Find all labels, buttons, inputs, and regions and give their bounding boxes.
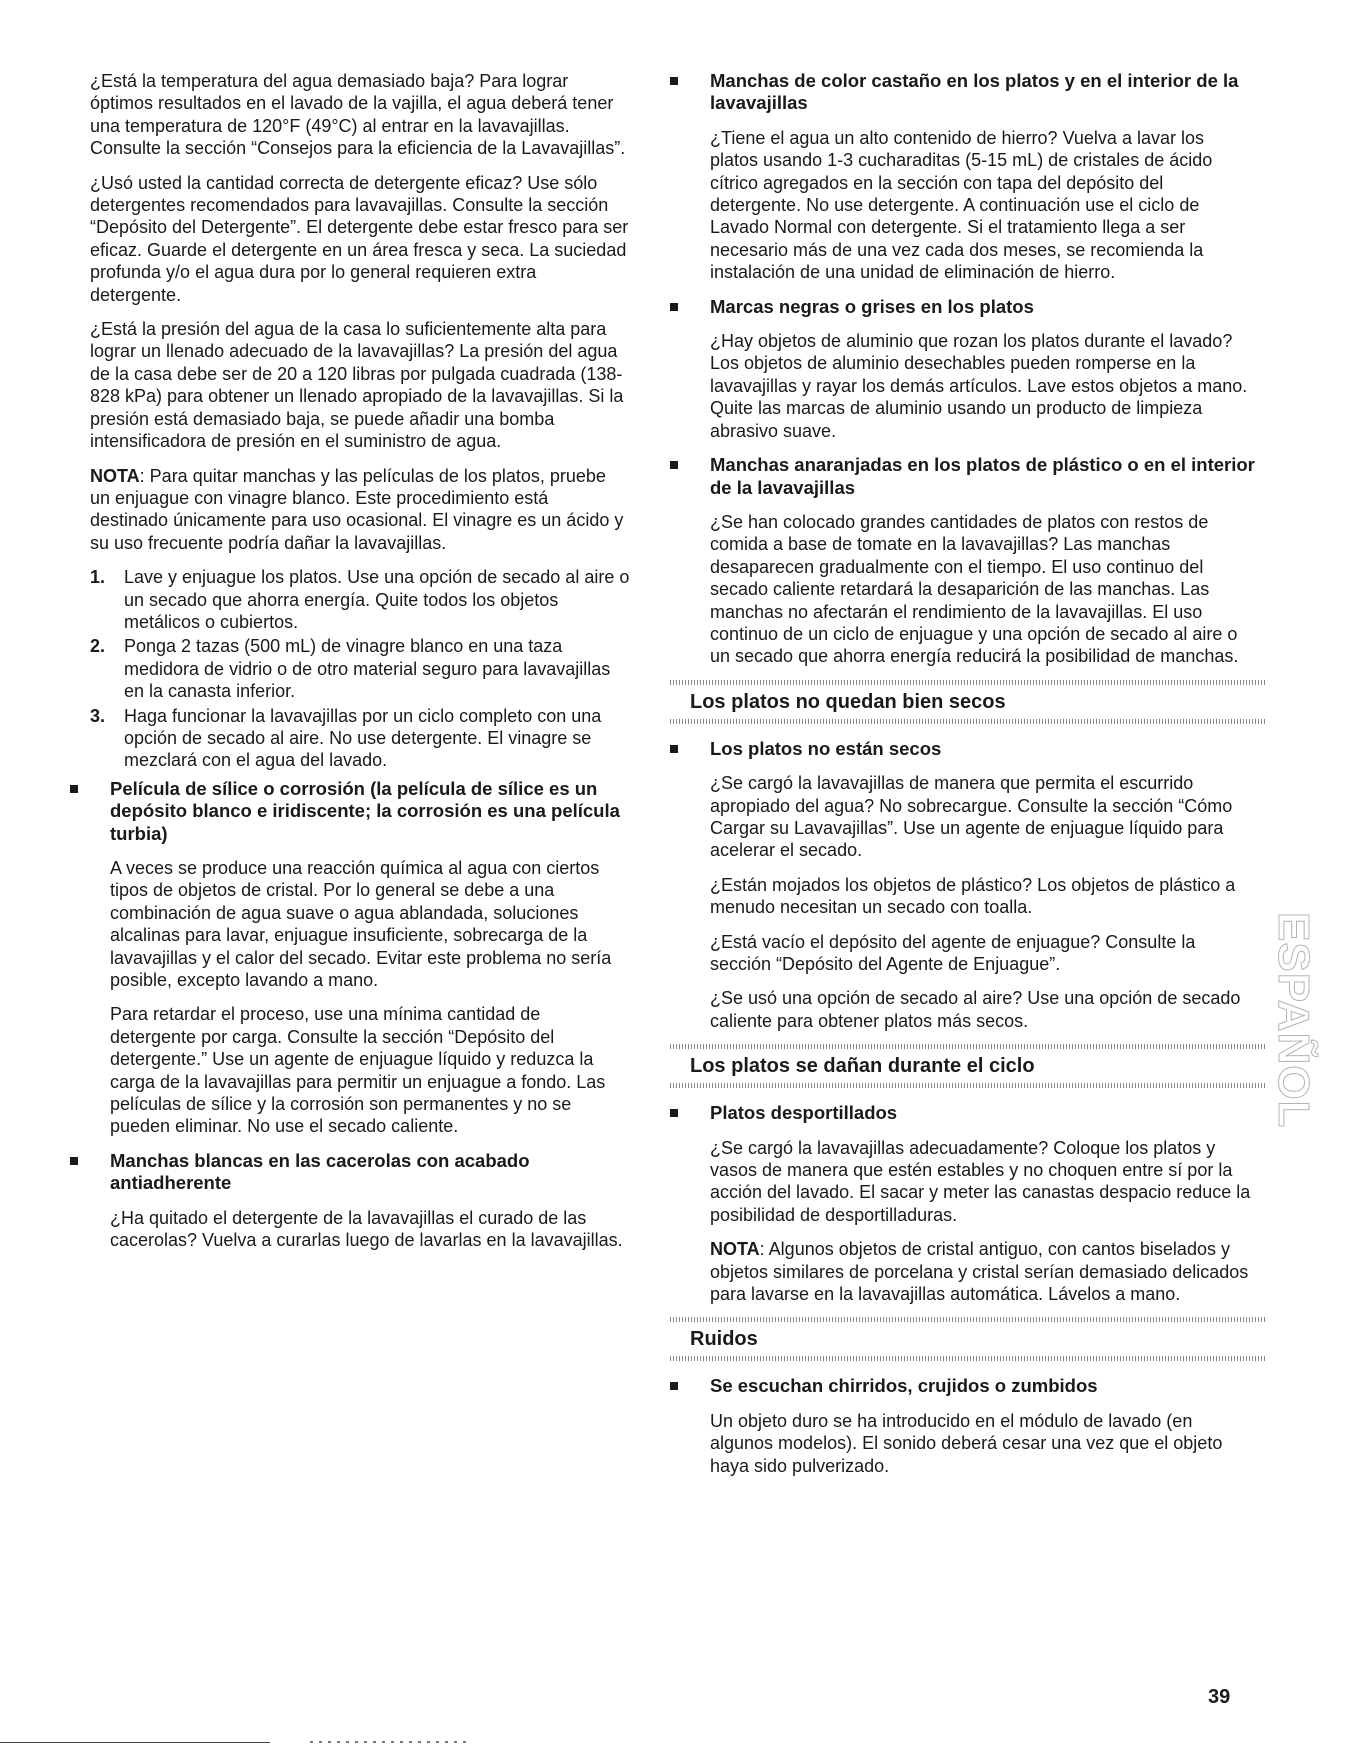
bullet-heading-brown-stains — [690, 70, 1255, 115]
step-text: Haga funcionar la lavavajillas por un ciclo completo con una opción de secado al aire. No use detergente. El vinagre se mezclará con el agua del lavado. — [124, 705, 602, 771]
bullet-heading-white-spots-pans — [90, 1150, 630, 1195]
bullet-heading-silica-film — [90, 778, 630, 845]
bullet-heading-noises — [690, 1375, 1255, 1397]
step-number: 2. — [90, 636, 106, 657]
bullet-heading-text: Se escuchan chirridos, crujidos o zumbidos — [710, 1375, 1098, 1397]
bullet-heading-text: Manchas blancas en las cacerolas con acabado antiadherente — [110, 1149, 530, 1194]
square-bullet-icon — [70, 785, 78, 793]
section-header-not-dry — [690, 680, 1255, 724]
step-item — [90, 566, 630, 633]
vinegar-steps-list — [90, 566, 630, 772]
section-header-noise — [690, 1317, 1255, 1361]
paragraph-water-pressure: ¿Está la presión del agua de la casa lo suficientemente alta para lograr un llenado adecuado de la lavavajillas? La presión del agua de la casa debe ser de 20 a 120 libras por pulgada cuadrada (138-828 kPa) para obtener un llenado apropiado de la lavavajillas. Si la presión está demasiado baja, se puede añadir una bomba intensificadora de presión en el suministro de agua. — [90, 319, 624, 452]
paragraph-tomato-residue: ¿Se han colocado grandes cantidades de platos con restos de comida a base de tomate en la lavavajillas? Las manchas desaparecen gradualmente con el tiempo. El uso continuo del secado caliente retardará la desaparición de las manchas. Las manchas no afectarán el rendimiento de la lavavajillas. El uso continuo de un ciclo de enjuague y una opción de secado al aire o un secado que ahorra energía reducirá la posibilidad de manchas. — [710, 511, 1239, 667]
square-bullet-icon — [670, 77, 678, 85]
note-text: : Para quitar manchas y las películas de los platos, pruebe un enjuague con vinagre blanco. Este procedimiento está destinado únicamente para uso ocasional. El vinagre es un ácido y su uso frecuente podría dañar la lavavajillas. — [90, 465, 624, 553]
bullet-heading-text: Manchas de color castaño en los platos y en el interior de la lavavajillas — [710, 70, 1239, 114]
footer-dotted-rule — [310, 1741, 470, 1743]
step-text: Lave y enjuague los platos. Use una opción de secado al aire o un secado que ahorra energía. Quite todos los objetos metálicos o cubiertos. — [124, 567, 630, 632]
bullet-heading-text: Platos desportillados — [710, 1102, 898, 1124]
square-bullet-icon — [670, 303, 678, 311]
dotted-rule — [670, 1317, 1265, 1322]
paragraph-loading-drainage: ¿Se cargó la lavavajillas de manera que permita el escurrido apropiado del agua? No sobrecargue. Consulte la sección “Cómo Cargar su Lavavajillas”. Use un agente de enjuague líquido para acelerar el secado. — [710, 773, 1233, 861]
paragraph-plastic-items: ¿Están mojados los objetos de plástico? Los objetos de plástico a menudo necesitan un secado con toalla. — [710, 874, 1236, 918]
step-item — [90, 635, 630, 702]
paragraph-rinse-aid-empty: ¿Está vacío el depósito del agente de enjuague? Consulte la sección “Depósito del Agente de Enjuague”. — [710, 931, 1196, 974]
bullet-heading-text: Película de sílice o corrosión (la película de sílice es un depósito blanco e iridiscente; la corrosión es una película turbia) — [110, 777, 620, 844]
dotted-rule — [670, 1356, 1265, 1361]
dotted-rule — [670, 1044, 1265, 1049]
note-delicate-items — [710, 1238, 1255, 1305]
paragraph-air-dry-option: ¿Se usó una opción de secado al aire? Use una opción de secado caliente para obtener platos más secos. — [710, 988, 1241, 1031]
paragraph-aluminum-items: ¿Hay objetos de aluminio que rozan los platos durante el lavado? Los objetos de aluminio desechables pueden romperse en la lavavajillas y rayar los demás artículos. Lave estos objetos a mano. Quite las marcas de aluminio usando un producto de limpieza abrasivo suave. — [710, 331, 1248, 441]
square-bullet-icon — [670, 461, 678, 469]
page-number: 39 — [1208, 1686, 1231, 1708]
step-text: Ponga 2 tazas (500 mL) de vinagre blanco en una taza medidora de vidrio o de otro material seguro para lavavajillas en la canasta inferior. — [124, 636, 611, 702]
step-item — [90, 705, 630, 772]
square-bullet-icon — [70, 1157, 78, 1165]
language-side-tab — [1269, 912, 1322, 1172]
dotted-rule — [670, 719, 1265, 724]
dotted-rule — [670, 1083, 1265, 1088]
paragraph-proper-loading: ¿Se cargó la lavavajillas adecuadamente? Coloque los platos y vasos de manera que estén estables y no choquen entre sí por la acción del lavado. El sacar y meter las canastas despacio reduce la posibilidad de desportilladuras. — [710, 1137, 1251, 1225]
paragraph-pans-seasoning: ¿Ha quitado el detergente de la lavavajillas el curado de las cacerolas? Vuelva a curarlas luego de lavarlas en la lavavajillas. — [110, 1207, 623, 1251]
section-title: Ruidos — [690, 1328, 758, 1351]
bullet-heading-text: Manchas anaranjadas en los platos de plástico o en el interior de la lavavajillas — [710, 454, 1255, 498]
note-vinegar-rinse — [90, 465, 630, 555]
step-number: 1. — [90, 567, 106, 588]
bullet-heading-text: Marcas negras o grises en los platos — [710, 295, 1034, 317]
note-label: NOTA — [90, 465, 140, 486]
paragraph-detergent-amount: ¿Usó usted la cantidad correcta de detergente eficaz? Use sólo detergentes recomendados para lavavajillas. Consulte la sección “Depósito del Detergente”. El detergente debe estar fresco para ser eficaz. Guarde el detergente en un área fresca y seca. La suciedad profunda y/o el agua dura por lo general requieren extra detergente. — [90, 172, 629, 305]
dotted-rule — [670, 680, 1265, 685]
paragraph-hard-object: Un objeto duro se ha introducido en el módulo de lavado (en algunos modelos). El sonido deberá cesar una vez que el objeto haya sido pulverizado. — [710, 1410, 1223, 1476]
paragraph-silica-cause: A veces se produce una reacción química al agua con ciertos tipos de objetos de cristal. Por lo general se debe a una combinación de agua suave o agua ablandada, soluciones alcalinas para lavar, enjuague insuficiente, sobrecarga de la lavavajillas y el calor del secado. Evitar este problema no sería posible, excepto lavando a mano. — [110, 858, 612, 991]
square-bullet-icon — [670, 1109, 678, 1117]
note-text: : Algunos objetos de cristal antiguo, con cantos biselados y objetos similares de porcelana y cristal serían demasiado delicados para lavarse en la lavavajillas automática. Lávelos a mano. — [710, 1239, 1249, 1305]
bullet-heading-chipped-dishes — [690, 1102, 1255, 1124]
footer-rule — [0, 1742, 270, 1743]
square-bullet-icon — [670, 1382, 678, 1390]
bullet-heading-orange-stains — [690, 454, 1255, 499]
section-title: Los platos se dañan durante el ciclo — [690, 1055, 1035, 1078]
square-bullet-icon — [670, 745, 678, 753]
bullet-heading-dishes-not-dry — [690, 738, 1255, 760]
left-column — [90, 70, 630, 1264]
step-number: 3. — [90, 705, 106, 726]
note-label: NOTA — [710, 1239, 760, 1260]
paragraph-silica-prevention: Para retardar el proceso, use una mínima cantidad de detergente por carga. Consulte la sección “Depósito del detergente.” Use un agente de enjuague líquido y reduzca la carga de la lavavajillas para permitir un enjuague a fondo. Las películas de sílice y la corrosión son permanentes y no se pueden eliminar. No use el secado caliente. — [110, 1004, 606, 1137]
bullet-heading-text: Los platos no están secos — [710, 737, 942, 759]
paragraph-water-temperature: ¿Está la temperatura del agua demasiado baja? Para lograr óptimos resultados en el lavado de la vajilla, el agua deberá tener una temperatura de 120°F (49°C) al entrar en la lavavajillas. Consulte la sección “Consejos para la eficiencia de la Lavavajillas”. — [90, 71, 626, 159]
right-column — [690, 70, 1255, 1489]
paragraph-iron-content: ¿Tiene el agua un alto contenido de hierro? Vuelva a lavar los platos usando 1-3 cucharaditas (5-15 mL) de cristales de ácido cítrico agregados en la sección con tapa del depósito del detergente. No use detergente. A continuación use el ciclo de Lavado Normal con detergente. Si el tratamiento llega a ser necesario más de una vez cada dos meses, se recomienda la instalación de una unidad de eliminación de hierro. — [710, 127, 1213, 283]
bullet-heading-black-marks — [690, 296, 1255, 318]
section-header-damaged — [690, 1044, 1255, 1088]
section-title: Los platos no quedan bien secos — [690, 690, 1006, 713]
language-tab-label: ESPAÑOL — [1269, 912, 1318, 1129]
